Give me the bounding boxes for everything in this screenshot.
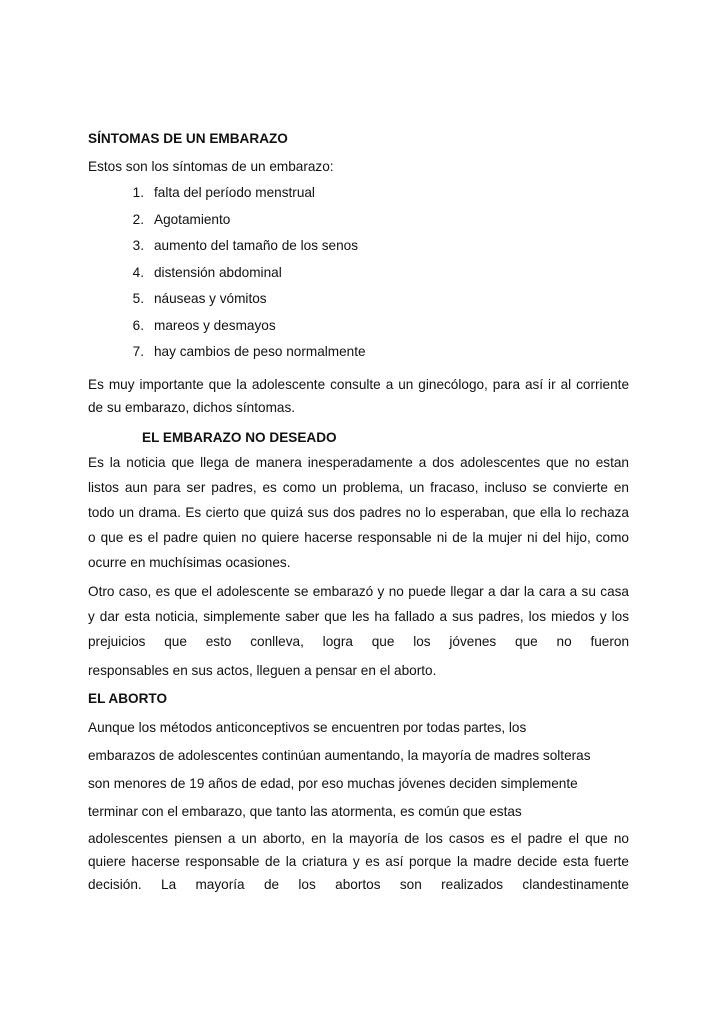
sintomas-intro: Estos son los síntomas de un embarazo: (88, 159, 334, 174)
sintomas-closing: Es muy importante que la adolescente consulte a un ginecólogo, para así ir al corriente de su embarazo, dichos síntomas. (88, 376, 629, 415)
aborto-line-2: embarazos de adolescentes continúan aumentando, la mayoría de madres solteras (88, 747, 591, 763)
aborto-line-1: Aunque los métodos anticonceptivos se encuentren por todas partes, los (88, 719, 527, 735)
aborto-line-3: son menores de 19 años de edad, por eso muchas jóvenes deciden simplemente (88, 775, 578, 791)
section-title-no-deseado: EL EMBARAZO NO DESEADO (142, 429, 337, 445)
aborto-line-4: terminar con el embarazo, que tanto las atormenta, es común que estas (88, 803, 522, 819)
list-item: 6. mareos y desmayos (132, 317, 276, 333)
list-item: 5. náuseas y vómitos (132, 291, 267, 306)
symptoms-list (88, 180, 629, 366)
list-item: 4. distensión abdominal (132, 264, 282, 280)
list-item: 7. hay cambios de peso normalmente (132, 344, 366, 359)
list-item: 3. aumento del tamaño de los senos (132, 238, 359, 253)
no-deseado-paragraph-1: Es la noticia que llega de manera inesperadamente a dos adolescentes que no estan listos aun para ser padres, es como un problema, un fracaso, incluso se convierte en todo un drama. Es cierto que quizá sus dos padres no lo esperaban, que ella lo rechaza o que es el padre quien no quiere hacerse responsable ni de la mujer ni del hijo, como ocurre en muchísimas ocasiones. (88, 454, 629, 570)
list-item: 1. falta del período menstrual (132, 185, 315, 200)
aborto-paragraph-end: adolescentes piensen a un aborto, en la mayoría de los casos es el padre el que no quiere hacerse responsable de la criatura y es así porque la madre decide esta fuerte decisión. La mayoría de los abortos son realizados clandestinamente (88, 830, 629, 892)
list-item: 2. Agotamiento (132, 211, 231, 227)
document-body (88, 127, 629, 896)
no-deseado-paragraph-2: Otro caso, es que el adolescente se embarazó y no puede llegar a dar la cara a su casa y dar esta noticia, simplemente saber que les ha fallado a sus padres, los miedos y los prejuicios que esto conlleva, logra que los jóvenes que no fueron (88, 583, 629, 649)
section-title-aborto: EL ABORTO (88, 690, 168, 706)
section-title-sintomas: SÍNTOMAS DE UN EMBARAZO (88, 131, 288, 146)
no-deseado-paragraph-2-end: responsables en sus actos, lleguen a pensar en el aborto. (88, 662, 437, 678)
